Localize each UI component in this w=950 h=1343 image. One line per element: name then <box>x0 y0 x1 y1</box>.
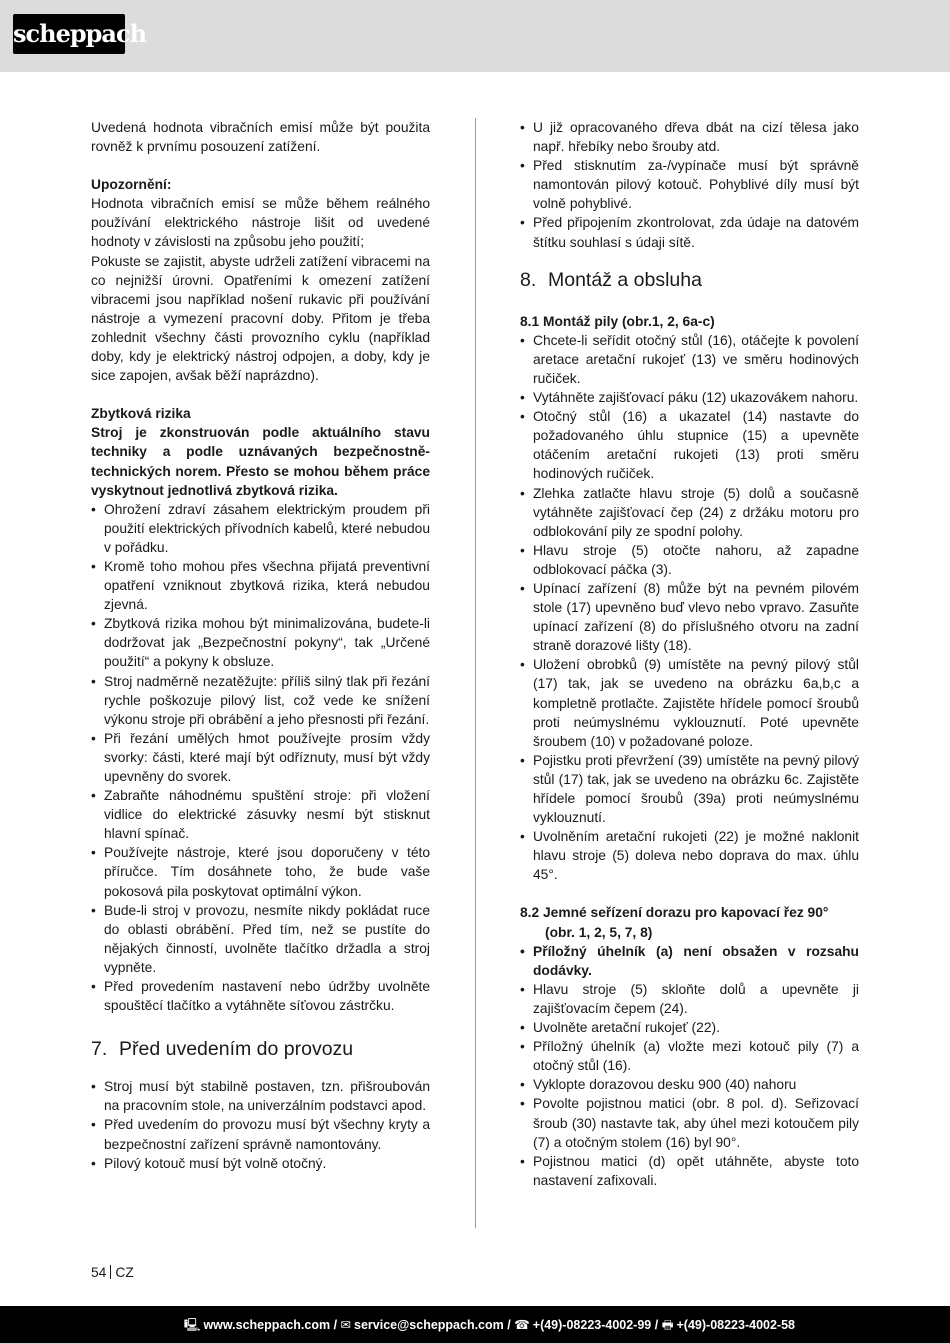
list-item: • Otočný stůl (16) a ukazatel (14) nastavte do požadovaného úhlu stupnice (15) a upevněte otáčením aretační rukojeti (13) proti směru hodinových ručiček. <box>520 407 859 483</box>
list-item: • Kromě toho mohou přes všechna přijatá preventivní opatření vzniknout zbytková rizika, která nebudou zjevná. <box>91 557 430 614</box>
top-list <box>520 118 859 252</box>
subsection-8-2-title <box>520 903 859 941</box>
section-7-title: Před uvedením do provozu <box>119 1038 354 1061</box>
list-item: • Vyklopte dorazovou desku 900 (40) nahoru <box>520 1075 859 1094</box>
section-8-title: Montáž a obsluha <box>548 268 702 291</box>
list-item: • Bude-li stroj v provozu, nesmíte nikdy pokládat ruce do oblasti obrábění. Před tím, než se pustíte do nějakých činností, uvolněte tlačítko držadla a stroj vypněte. <box>91 901 430 977</box>
footer-contact <box>184 1316 795 1337</box>
list-item: • Uvolněte aretační rukojeť (22). <box>520 1018 859 1037</box>
warning-title: Upozornění: <box>91 177 172 193</box>
list-item: • Před provedením nastavení nebo údržby uvolněte spouštěcí tlačítko a vytáhněte síťovou zástrčku. <box>91 977 430 1015</box>
computer-icon: 🖳 <box>183 1318 201 1332</box>
list-item: • U již opracovaného dřeva dbát na cizí tělesa jako např. hřebíky nebo šrouby atd. <box>520 118 859 156</box>
list-item: • Před uvedením do provozu musí být všechny kryty a bezpečnostní zařízení správně namontovány. <box>91 1115 430 1153</box>
list-item: • Zabraňte náhodnému spuštění stroje: při vložení vidlice do elektrické zásuvky nesmí být stisknut hlavní spínač. <box>91 786 430 843</box>
column-divider <box>475 118 476 1228</box>
footer-phone: +(49)-08223-4002-99 <box>532 1318 652 1332</box>
footer-separator: / <box>651 1318 662 1332</box>
phone-icon: ☎ <box>514 1318 530 1332</box>
risks-intro: Stroj je zkonstruován podle aktuálního stavu techniky a podle uznávaných bezpečnostně-technických norem. Přesto se mohou během práce vyskytnout jednotlivá zbytková rizika. <box>91 425 430 498</box>
fax-icon: 🖶 <box>661 1318 674 1332</box>
list-item: • Používejte nástroje, které jsou doporučeny v této příručce. Tím dosáhnete toho, že bude vaše pokosová pila poskytovat optimální výkon. <box>91 843 430 900</box>
risks-list <box>91 500 430 1016</box>
page-number-separator <box>110 1265 111 1279</box>
risks-title: Zbytková rizika <box>91 406 191 422</box>
intro-paragraph: Uvedená hodnota vibračních emisí může být použita rovněž k prvnímu posouzení zatížení. <box>91 120 430 155</box>
list-item: • Pojistku proti převržení (39) umístěte na pevný pilový stůl (17) tak, jak se uvedeno na obrázku 6c. Zajistěte hřídele pomocí šroubů (39a) proti neúmyslnému vyklouznutí. <box>520 751 859 827</box>
list-item: • Zbytková rizika mohou být minimalizována, budete-li dodržovat jak „Bezpečnostní pokyny“, tak „Určené použití“ a pokyny k obsluze. <box>91 614 430 671</box>
warning-paragraph-2: Pokuste se zajistit, abyste udrželi zatížení vibracemi na co nejnižší úrovni. Opatřeními k omezení zatížení vibracemi jsou například nošení rukavic při používání nástroje a vymezení pracovní doby. Přitom je třeba zohlednit všechny části provozního cyklu (například doby, kdy je elektrický nástroj odpojen, a doby, kdy je sice zapojen, avšak běží naprázdno). <box>91 253 430 384</box>
list-item: • Uložení obrobků (9) umístěte na pevný pilový stůl (17) tak, jak se uvedeno na obrázku 6a,b,c a kompletně protlačte. Zajistěte hřídele pomocí šroubů proti neúmyslnému vyklouznutí. Poté upevněte šroubem (10) v požadované poloze. <box>520 655 859 750</box>
footer-fax: +(49)-08223-4002-58 <box>676 1318 795 1332</box>
footer-separator: / <box>330 1318 341 1332</box>
list-item: • Uvolněním aretační rukojeti (22) je možné naklonit hlavu stroje (5) doleva nebo doprava do max. úhlu 45°. <box>520 827 859 884</box>
list-item: • Upínací zařízení (8) může být na pevném pilovém stole (17) upevněno buď vlevo nebo vpravo. Zasuňte upínací zařízení (8) do příslušného otvoru na zadní straně dorazové lišty (18). <box>520 579 859 655</box>
list-item: • Ohrožení zdraví zásahem elektrickým proudem při použití elektrických přívodních kabelů, které nebudou v pořádku. <box>91 500 430 557</box>
section-7-list <box>91 1077 430 1172</box>
list-item: • Povolte pojistnou matici (obr. 8 pol. d). Seřizovací šroub (30) nastavte tak, aby úhel mezi kotoučem pily (7) a otočným stolem (16) byl 90°. <box>520 1094 859 1151</box>
list-item: • Zlehka zatlačte hlavu stroje (5) dolů a současně vytáhněte zajišťovací čep (24) z držáku motoru pro odblokování pily ze spodní polohy. <box>520 484 859 541</box>
scheppach-logo: scheppach <box>13 14 125 54</box>
footer-separator: / <box>503 1318 515 1332</box>
footer-web[interactable]: www.scheppach.com <box>203 1318 331 1332</box>
page-number-value: 54 <box>91 1265 107 1280</box>
section-7-number: 7. <box>91 1038 108 1061</box>
section-8-heading <box>520 268 859 292</box>
list-item: • Stroj musí být stabilně postaven, tzn. přišroubován na pracovním stole, na univerzálním podstavci apod. <box>91 1077 430 1115</box>
footer-email[interactable]: service@scheppach.com <box>354 1318 504 1332</box>
list-item: • Vytáhněte zajišťovací páku (12) ukazovákem nahoru. <box>520 388 859 407</box>
left-column <box>91 118 430 1173</box>
page-number <box>91 1265 134 1280</box>
list-item: • Pojistnou matici (d) opět utáhněte, abyste toto nastavení zafixovali. <box>520 1152 859 1190</box>
list-item: • Při řezání umělých hmot používejte prosím vždy svorky: části, které mají být odříznuty, musí být vždy upevněny do svorek. <box>91 729 430 786</box>
section-7-heading <box>91 1037 430 1061</box>
list-item: • Před stisknutím za-/vypínače musí být správně namontován pilový kotouč. Pohyblivé díly musí být volně pohyblivé. <box>520 156 859 213</box>
subsection-8-2-title-line-1: 8.2 Jemné seřízení dorazu pro kapovací řez 90° <box>520 905 829 921</box>
list-item: • Příložný úhelník (a) vložte mezi kotouč pily (7) a otočný stůl (16). <box>520 1037 859 1075</box>
subsection-8-1-title: 8.1 Montáž pily (obr.1, 2, 6a-c) <box>520 313 715 329</box>
subsection-8-1-list <box>520 331 859 885</box>
right-column <box>520 118 859 1190</box>
list-item: • Příložný úhelník (a) není obsažen v rozsahu dodávky. <box>520 942 859 980</box>
mail-icon: ✉ <box>340 1318 351 1332</box>
list-item: • Stroj nadměrně nezatěžujte: příliš silný tlak při řezání rychle poškozuje pilový list, což vede ke snížení výkonu stroje při obrábění a jeho přesnosti při řezání. <box>91 672 430 729</box>
list-item: • Hlavu stroje (5) otočte nahoru, až zapadne odblokovací páčka (3). <box>520 541 859 579</box>
section-8-number: 8. <box>520 268 537 291</box>
list-item: • Před připojením zkontrolovat, zda údaje na datovém štítku souhlasí s údaji sítě. <box>520 213 859 251</box>
subsection-8-2-title-line-2: (obr. 1, 2, 5, 7, 8) <box>545 924 653 940</box>
list-item: • Pilový kotouč musí být volně otočný. <box>91 1154 430 1173</box>
list-item: • Chcete-li seřídit otočný stůl (16), otáčejte k povolení aretace aretační rukojeť (13) ve směru hodinových ručiček. <box>520 331 859 388</box>
warning-paragraph-1: Hodnota vibračních emisí se může během reálného používání elektrického nástroje lišit od uvedené hodnoty v závislosti na způsobu jeho použití; <box>91 196 430 250</box>
page-language: CZ <box>115 1265 134 1280</box>
subsection-8-2-list <box>520 942 859 1190</box>
list-item: • Hlavu stroje (5) skloňte dolů a upevněte ji zajišťovacím čepem (24). <box>520 980 859 1018</box>
